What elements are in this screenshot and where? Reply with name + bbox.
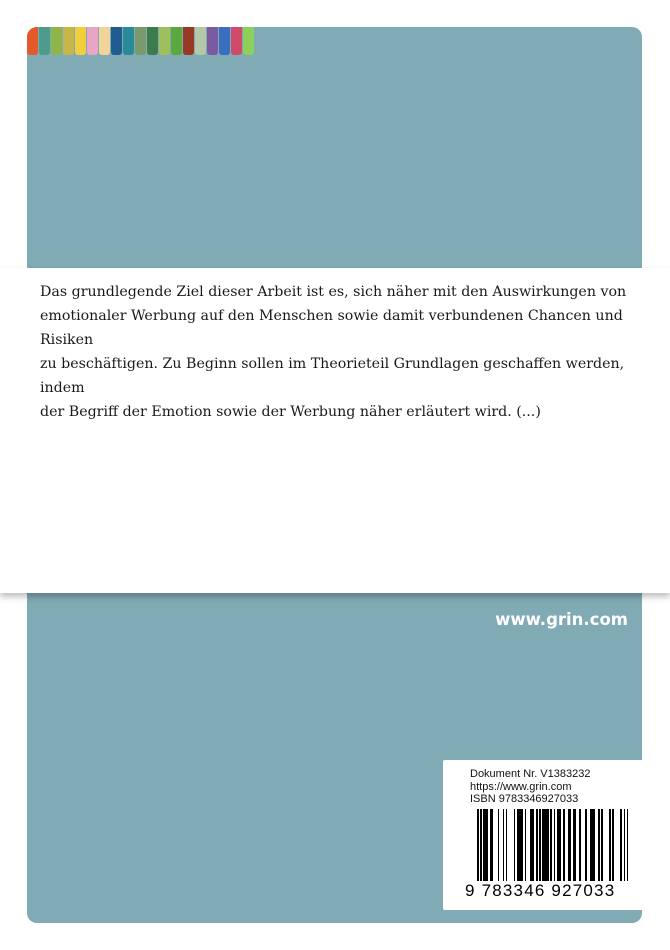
color-tab-strip [27,27,255,55]
blurb-text [40,280,640,424]
color-tab [207,27,218,55]
barcode-url: https://www.grin.com [470,780,572,793]
color-tab [123,27,134,55]
barcode-meta [470,768,590,806]
color-tab [183,27,194,55]
color-tab [147,27,158,55]
color-tab [135,27,146,55]
blurb-line: emotionaler Werbung auf den Menschen sowie damit verbundenen Chancen und Risiken [40,308,623,348]
color-tab [243,27,254,55]
color-tab [27,27,38,55]
color-tab [75,27,86,55]
color-tab [99,27,110,55]
color-tab [195,27,206,55]
isbn: ISBN 9783346927033 [470,793,579,805]
color-tab [111,27,122,55]
color-tab [219,27,230,55]
color-tab [39,27,50,55]
color-tab [171,27,182,55]
color-tab [231,27,242,55]
color-tab [51,27,62,55]
blurb-line: der Begriff der Emotion sowie der Werbung näher erläutert wird. (...) [40,404,541,420]
blurb-panel [0,268,670,593]
color-tab [159,27,170,55]
website-url[interactable]: www.grin.com [495,610,628,629]
barcode-bar [627,809,629,881]
color-tab [63,27,74,55]
blurb-line: Das grundlegende Ziel dieser Arbeit ist es, sich näher mit den Auswirkungen von [40,284,627,300]
document-number: Dokument Nr. V1383232 [470,768,591,780]
blurb-line: zu beschäftigen. Zu Beginn sollen im Theorieteil Grundlagen geschaffen werden, indem [40,356,625,396]
barcode-bars [477,809,629,881]
barcode-digits: 9 783346 927033 [465,881,616,900]
barcode-label [443,760,642,910]
color-tab [87,27,98,55]
